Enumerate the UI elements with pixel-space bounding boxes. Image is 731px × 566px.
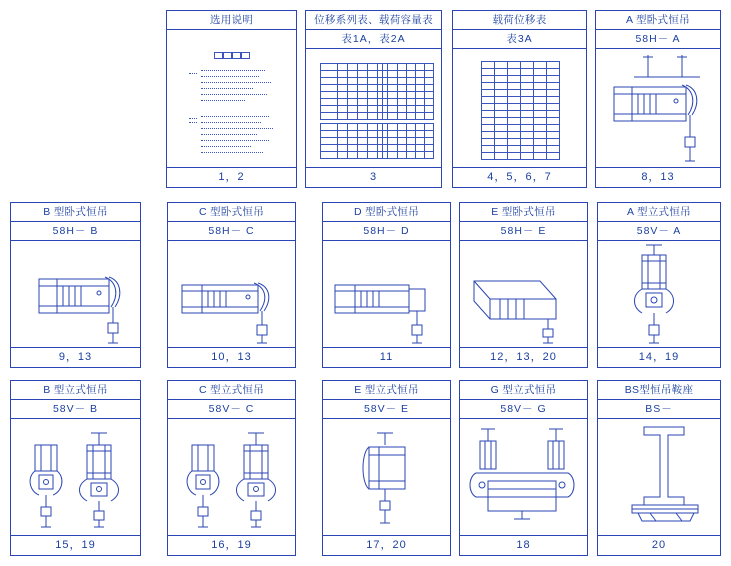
card-pages: 11 — [323, 347, 450, 367]
card-type-g-vertical-hanger[interactable] — [459, 380, 588, 556]
card-bs-hanger-saddle[interactable] — [597, 380, 721, 556]
card-code: 58H－ C — [168, 222, 295, 241]
card-pages: 15，19 — [11, 535, 140, 555]
card-code: BS－ — [598, 400, 720, 419]
mini-table-load-displacement — [481, 61, 560, 160]
card-figure-vertical-hanger-b — [11, 419, 140, 535]
card-code: 58H－ E — [460, 222, 587, 241]
hanger-drawing — [323, 241, 450, 347]
card-type-e-vertical-hanger[interactable] — [322, 380, 451, 556]
card-pages: 10，13 — [168, 347, 295, 367]
card-pages: 3 — [306, 167, 441, 187]
mini-table-2 — [382, 63, 434, 120]
card-title: B 型卧式恒吊 — [11, 203, 140, 222]
card-type-c-vertical-hanger[interactable] — [167, 380, 296, 556]
hanger-drawing — [460, 241, 587, 347]
card-code: 58V－ G — [460, 400, 587, 419]
card-pages: 4，5，6，7 — [453, 167, 586, 187]
card-figure-vertical-hanger-g — [460, 419, 587, 535]
card-figure-vertical-hanger-c — [168, 419, 295, 535]
card-title: G 型立式恒吊 — [460, 381, 587, 400]
card-code: 58H－ A — [596, 30, 720, 49]
card-title: C 型立式恒吊 — [168, 381, 295, 400]
card-load-displacement-table[interactable] — [452, 10, 587, 188]
card-figure-horizontal-hanger-a — [596, 49, 720, 167]
hanger-drawing — [11, 419, 140, 535]
hanger-drawing — [460, 419, 587, 535]
card-type-d-horizontal-hanger[interactable] — [322, 202, 451, 368]
mini-table-1 — [320, 63, 388, 120]
card-figure-vertical-hanger-e — [323, 419, 450, 535]
card-pages: 9，13 — [11, 347, 140, 367]
card-figure-vertical-hanger-a — [598, 241, 720, 347]
card-type-a-horizontal-hanger[interactable] — [595, 10, 721, 188]
hanger-drawing — [596, 49, 720, 167]
card-pages: 16，19 — [168, 535, 295, 555]
card-title: 选用说明 — [167, 11, 296, 30]
card-type-e-horizontal-hanger[interactable] — [459, 202, 588, 368]
card-pages: 1，2 — [167, 167, 296, 187]
mini-table-3 — [320, 123, 388, 159]
card-code: 58V－ A — [598, 222, 720, 241]
card-code: 58H－ B — [11, 222, 140, 241]
card-title: D 型卧式恒吊 — [323, 203, 450, 222]
hanger-drawing — [11, 241, 140, 347]
card-figure-horizontal-hanger-c — [168, 241, 295, 347]
card-selection-notes[interactable] — [166, 10, 297, 188]
card-figure-horizontal-hanger-d — [323, 241, 450, 347]
hanger-drawing — [598, 241, 720, 347]
card-type-b-vertical-hanger[interactable] — [10, 380, 141, 556]
card-figure-horizontal-hanger-e — [460, 241, 587, 347]
card-pages: 18 — [460, 535, 587, 555]
card-figure-beam-saddle — [598, 419, 720, 535]
card-pages: 17，20 — [323, 535, 450, 555]
card-subtitle: 表3A — [453, 30, 586, 49]
card-figure-text-block — [167, 30, 296, 167]
card-figure-horizontal-hanger-b — [11, 241, 140, 347]
card-title: A 型卧式恒吊 — [596, 11, 720, 30]
card-code: 58V－ E — [323, 400, 450, 419]
card-pages: 20 — [598, 535, 720, 555]
saddle-drawing — [598, 419, 720, 535]
card-title: 位移系列表、载荷容量表 — [306, 11, 441, 30]
card-code: 58V－ B — [11, 400, 140, 419]
card-code: 58H－ D — [323, 222, 450, 241]
card-pages: 8，13 — [596, 167, 720, 187]
card-title: BS型恒吊鞍座 — [598, 381, 720, 400]
card-type-a-vertical-hanger[interactable] — [597, 202, 721, 368]
card-title: B 型立式恒吊 — [11, 381, 140, 400]
card-type-c-horizontal-hanger[interactable] — [167, 202, 296, 368]
card-code: 58V－ C — [168, 400, 295, 419]
card-figure-two-tables — [306, 49, 441, 167]
hanger-drawing — [323, 419, 450, 535]
card-pages: 14，19 — [598, 347, 720, 367]
card-title: C 型卧式恒吊 — [168, 203, 295, 222]
hanger-drawing — [168, 419, 295, 535]
card-figure-one-table — [453, 49, 586, 167]
card-displacement-series-load-capacity[interactable] — [305, 10, 442, 188]
card-title: E 型卧式恒吊 — [460, 203, 587, 222]
card-title: A 型立式恒吊 — [598, 203, 720, 222]
card-title: 载荷位移表 — [453, 11, 586, 30]
card-type-b-horizontal-hanger[interactable] — [10, 202, 141, 368]
mini-table-4 — [382, 123, 434, 159]
card-subtitle: 表1A，表2A — [306, 30, 441, 49]
card-title: E 型立式恒吊 — [323, 381, 450, 400]
card-pages: 12，13，20 — [460, 347, 587, 367]
hanger-drawing — [168, 241, 295, 347]
